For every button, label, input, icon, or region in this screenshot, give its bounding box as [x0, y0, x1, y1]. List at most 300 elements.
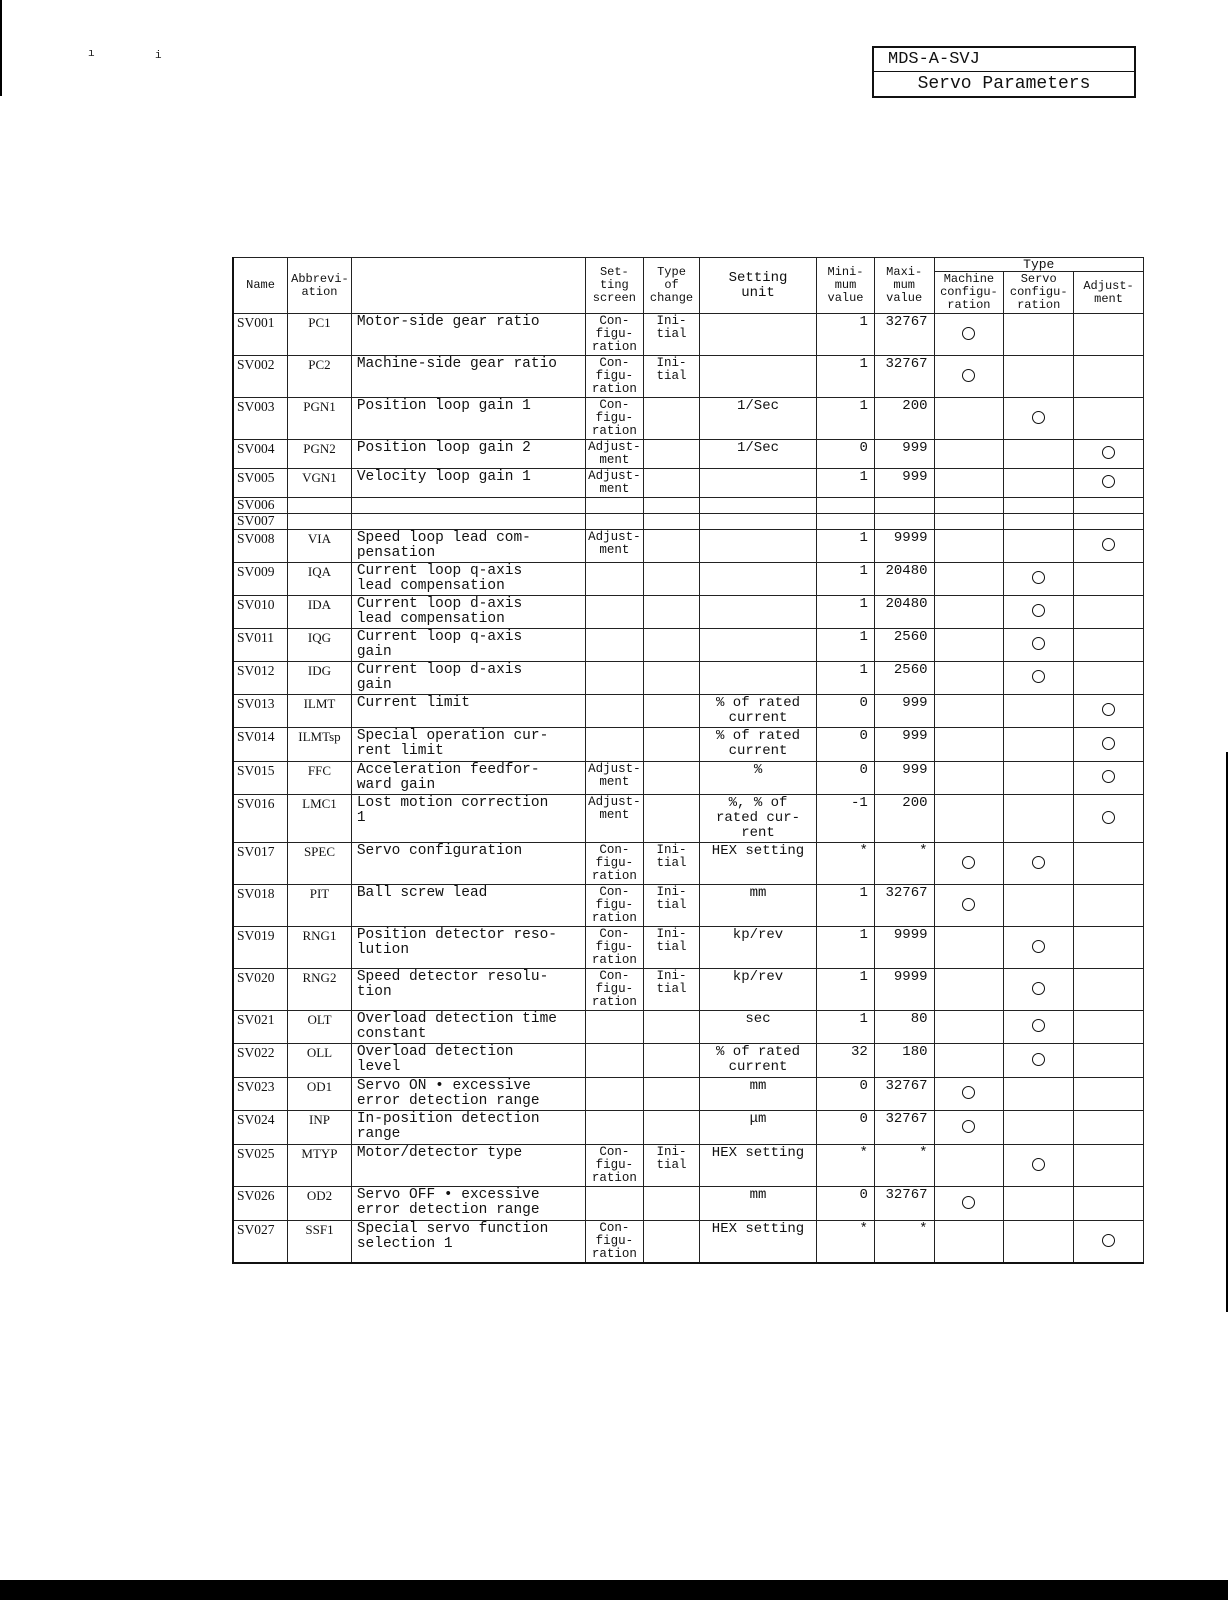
table-row: [233, 728, 1144, 762]
circle-mark-icon: [1102, 703, 1115, 716]
type-machine-mark-cell: [934, 762, 1004, 795]
table-row: [233, 695, 1144, 728]
param-description: Motor/detector type: [351, 1145, 585, 1187]
type-adjustment-mark-cell: [1074, 1145, 1144, 1187]
param-name: SV012: [233, 662, 288, 695]
param-max-value: 32767: [874, 1111, 934, 1145]
type-adjustment-mark-cell: [1074, 563, 1144, 596]
type-servo-mark-cell: [1004, 1145, 1074, 1187]
circle-mark-icon: [1102, 538, 1115, 551]
param-max-value: [874, 514, 934, 530]
page-edge-rule: [0, 0, 2, 96]
param-setting-screen: [585, 1111, 644, 1145]
param-abbreviation: IQG: [288, 629, 352, 662]
param-description: Servo OFF • excessive error detection range: [351, 1187, 585, 1221]
param-type-of-change: [644, 530, 700, 563]
param-type-of-change: [644, 1044, 700, 1078]
param-description: Current limit: [351, 695, 585, 728]
table-row: [233, 440, 1144, 469]
type-machine-mark-cell: [934, 440, 1004, 469]
type-machine-mark-cell: [934, 662, 1004, 695]
param-setting-unit: [699, 469, 816, 498]
param-setting-screen: Adjust- ment: [585, 440, 644, 469]
table-row: [233, 1011, 1144, 1044]
param-setting-unit: [699, 563, 816, 596]
param-setting-screen: [585, 728, 644, 762]
header-max-value: Maxi- mum value: [874, 258, 934, 314]
type-machine-mark-cell: [934, 530, 1004, 563]
param-abbreviation: ILMT: [288, 695, 352, 728]
param-setting-screen: Con- figu- ration: [585, 843, 644, 885]
param-abbreviation: INP: [288, 1111, 352, 1145]
header-min-value: Mini- mum value: [817, 258, 875, 314]
param-description: Special operation cur- rent limit: [351, 728, 585, 762]
param-description: In-position detection range: [351, 1111, 585, 1145]
param-abbreviation: SSF1: [288, 1221, 352, 1264]
type-adjustment-mark-cell: [1074, 440, 1144, 469]
param-setting-unit: % of rated current: [699, 1044, 816, 1078]
circle-mark-icon: [1102, 737, 1115, 750]
table-row: [233, 563, 1144, 596]
circle-mark-icon: [1032, 940, 1045, 953]
type-adjustment-mark-cell: [1074, 498, 1144, 514]
table-row: [233, 530, 1144, 563]
param-type-of-change: [644, 1078, 700, 1111]
header-type-group: Type: [934, 258, 1143, 272]
param-abbreviation: SPEC: [288, 843, 352, 885]
param-setting-screen: [585, 1044, 644, 1078]
param-type-of-change: [644, 1011, 700, 1044]
type-machine-mark-cell: [934, 398, 1004, 440]
param-max-value: 9999: [874, 969, 934, 1011]
circle-mark-icon: [962, 856, 975, 869]
param-name: SV023: [233, 1078, 288, 1111]
param-name: SV019: [233, 927, 288, 969]
param-description: Speed detector resolu- tion: [351, 969, 585, 1011]
type-machine-mark-cell: [934, 1221, 1004, 1264]
page-mark: ı: [88, 48, 95, 60]
param-setting-screen: Con- figu- ration: [585, 356, 644, 398]
circle-mark-icon: [1032, 1158, 1045, 1171]
param-description: Machine-side gear ratio: [351, 356, 585, 398]
type-adjustment-mark-cell: [1074, 927, 1144, 969]
param-setting-screen: Con- figu- ration: [585, 885, 644, 927]
param-max-value: 200: [874, 398, 934, 440]
param-setting-screen: [585, 563, 644, 596]
type-machine-mark-cell: [934, 843, 1004, 885]
param-setting-unit: mm: [699, 885, 816, 927]
param-type-of-change: [644, 629, 700, 662]
param-setting-unit: HEX setting: [699, 1221, 816, 1264]
param-setting-screen: [585, 1011, 644, 1044]
param-name: SV006: [233, 498, 288, 514]
type-machine-mark-cell: [934, 969, 1004, 1011]
param-description: [351, 514, 585, 530]
type-servo-mark-cell: [1004, 885, 1074, 927]
param-setting-unit: %, % of rated cur- rent: [699, 795, 816, 843]
param-max-value: 32767: [874, 885, 934, 927]
param-description: Velocity loop gain 1: [351, 469, 585, 498]
circle-mark-icon: [1032, 670, 1045, 683]
type-servo-mark-cell: [1004, 1011, 1074, 1044]
param-max-value: 999: [874, 695, 934, 728]
param-name: SV005: [233, 469, 288, 498]
param-description: Current loop q-axis lead compensation: [351, 563, 585, 596]
param-type-of-change: Ini- tial: [644, 885, 700, 927]
type-servo-mark-cell: [1004, 1111, 1074, 1145]
table-row: [233, 969, 1144, 1011]
table-row: [233, 398, 1144, 440]
param-type-of-change: [644, 795, 700, 843]
param-min-value: *: [817, 1221, 875, 1264]
param-max-value: 2560: [874, 662, 934, 695]
header-abbreviation: Abbrevi- ation: [288, 258, 352, 314]
table-row: [233, 762, 1144, 795]
param-setting-screen: [585, 596, 644, 629]
param-setting-unit: [699, 514, 816, 530]
param-setting-screen: [585, 498, 644, 514]
table-row: [233, 662, 1144, 695]
param-abbreviation: OLT: [288, 1011, 352, 1044]
param-setting-unit: [699, 629, 816, 662]
type-servo-mark-cell: [1004, 1044, 1074, 1078]
param-abbreviation: PGN2: [288, 440, 352, 469]
param-setting-screen: [585, 629, 644, 662]
type-adjustment-mark-cell: [1074, 885, 1144, 927]
circle-mark-icon: [1102, 446, 1115, 459]
type-machine-mark-cell: [934, 1078, 1004, 1111]
param-min-value: 1: [817, 596, 875, 629]
param-min-value: 1: [817, 398, 875, 440]
param-setting-screen: Adjust- ment: [585, 795, 644, 843]
type-machine-mark-cell: [934, 314, 1004, 356]
param-type-of-change: Ini- tial: [644, 927, 700, 969]
param-setting-screen: Con- figu- ration: [585, 1221, 644, 1264]
param-min-value: [817, 514, 875, 530]
param-min-value: 1: [817, 629, 875, 662]
param-type-of-change: [644, 1111, 700, 1145]
type-servo-mark-cell: [1004, 563, 1074, 596]
param-setting-unit: % of rated current: [699, 728, 816, 762]
param-name: SV008: [233, 530, 288, 563]
param-name: SV007: [233, 514, 288, 530]
param-name: SV002: [233, 356, 288, 398]
param-type-of-change: [644, 695, 700, 728]
param-type-of-change: [644, 728, 700, 762]
table-row: [233, 795, 1144, 843]
param-min-value: 1: [817, 314, 875, 356]
param-description: Overload detection level: [351, 1044, 585, 1078]
param-min-value: 1: [817, 1011, 875, 1044]
param-setting-screen: [585, 1187, 644, 1221]
param-type-of-change: [644, 440, 700, 469]
param-setting-unit: [699, 662, 816, 695]
type-machine-mark-cell: [934, 563, 1004, 596]
type-servo-mark-cell: [1004, 728, 1074, 762]
type-adjustment-mark-cell: [1074, 1111, 1144, 1145]
type-adjustment-mark-cell: [1074, 728, 1144, 762]
circle-mark-icon: [1032, 604, 1045, 617]
type-adjustment-mark-cell: [1074, 969, 1144, 1011]
param-max-value: 32767: [874, 356, 934, 398]
type-servo-mark-cell: [1004, 530, 1074, 563]
table-row: [233, 1145, 1144, 1187]
param-min-value: 0: [817, 695, 875, 728]
table-row: [233, 1044, 1144, 1078]
param-min-value: 1: [817, 469, 875, 498]
param-description: Servo configuration: [351, 843, 585, 885]
param-setting-unit: [699, 356, 816, 398]
table-row: [233, 514, 1144, 530]
param-setting-unit: [699, 530, 816, 563]
parameter-rows: [233, 314, 1144, 1264]
type-servo-mark-cell: [1004, 596, 1074, 629]
param-description: Position detector reso- lution: [351, 927, 585, 969]
type-adjustment-mark-cell: [1074, 762, 1144, 795]
param-abbreviation: OD2: [288, 1187, 352, 1221]
param-description: Overload detection time constant: [351, 1011, 585, 1044]
circle-mark-icon: [962, 1086, 975, 1099]
param-type-of-change: [644, 596, 700, 629]
type-servo-mark-cell: [1004, 1221, 1074, 1264]
table-row: [233, 1221, 1144, 1264]
circle-mark-icon: [962, 898, 975, 911]
table-row: [233, 927, 1144, 969]
param-max-value: 80: [874, 1011, 934, 1044]
circle-mark-icon: [1102, 475, 1115, 488]
type-servo-mark-cell: [1004, 398, 1074, 440]
param-min-value: -1: [817, 795, 875, 843]
param-abbreviation: IDA: [288, 596, 352, 629]
type-adjustment-mark-cell: [1074, 1187, 1144, 1221]
table-row: [233, 843, 1144, 885]
param-setting-unit: [699, 498, 816, 514]
param-abbreviation: IDG: [288, 662, 352, 695]
circle-mark-icon: [962, 327, 975, 340]
circle-mark-icon: [1032, 1053, 1045, 1066]
param-min-value: *: [817, 843, 875, 885]
param-max-value: 999: [874, 469, 934, 498]
param-abbreviation: RNG1: [288, 927, 352, 969]
param-abbreviation: [288, 498, 352, 514]
param-type-of-change: Ini- tial: [644, 1145, 700, 1187]
param-setting-screen: Adjust- ment: [585, 762, 644, 795]
param-setting-unit: 1/Sec: [699, 398, 816, 440]
param-name: SV020: [233, 969, 288, 1011]
circle-mark-icon: [962, 1120, 975, 1133]
type-adjustment-mark-cell: [1074, 1044, 1144, 1078]
param-max-value: 32767: [874, 314, 934, 356]
model-label: MDS-A-SVJ: [874, 48, 1134, 72]
header-description: [351, 258, 585, 314]
type-machine-mark-cell: [934, 1187, 1004, 1221]
param-name: SV010: [233, 596, 288, 629]
param-name: SV001: [233, 314, 288, 356]
param-type-of-change: [644, 662, 700, 695]
param-setting-screen: Con- figu- ration: [585, 1145, 644, 1187]
circle-mark-icon: [1102, 1234, 1115, 1247]
type-adjustment-mark-cell: [1074, 1011, 1144, 1044]
param-name: SV022: [233, 1044, 288, 1078]
param-abbreviation: RNG2: [288, 969, 352, 1011]
param-description: Lost motion correction 1: [351, 795, 585, 843]
param-name: SV009: [233, 563, 288, 596]
param-type-of-change: Ini- tial: [644, 356, 700, 398]
param-setting-screen: [585, 662, 644, 695]
type-machine-mark-cell: [934, 728, 1004, 762]
param-max-value: 20480: [874, 596, 934, 629]
type-machine-mark-cell: [934, 629, 1004, 662]
type-adjustment-mark-cell: [1074, 530, 1144, 563]
type-servo-mark-cell: [1004, 969, 1074, 1011]
type-adjustment-mark-cell: [1074, 629, 1144, 662]
type-servo-mark-cell: [1004, 629, 1074, 662]
circle-mark-icon: [1032, 1019, 1045, 1032]
param-max-value: 999: [874, 728, 934, 762]
param-max-value: 9999: [874, 927, 934, 969]
table-row: [233, 314, 1144, 356]
param-description: Position loop gain 1: [351, 398, 585, 440]
param-setting-unit: mm: [699, 1187, 816, 1221]
type-servo-mark-cell: [1004, 314, 1074, 356]
type-servo-mark-cell: [1004, 356, 1074, 398]
type-adjustment-mark-cell: [1074, 695, 1144, 728]
header-type-machine: Machine configu- ration: [934, 272, 1004, 314]
param-abbreviation: MTYP: [288, 1145, 352, 1187]
circle-mark-icon: [1102, 770, 1115, 783]
table-row: [233, 469, 1144, 498]
param-name: SV011: [233, 629, 288, 662]
circle-mark-icon: [962, 1196, 975, 1209]
scan-footer-bar: [0, 1580, 1228, 1600]
type-servo-mark-cell: [1004, 695, 1074, 728]
param-name: SV016: [233, 795, 288, 843]
type-machine-mark-cell: [934, 927, 1004, 969]
header-setting-screen: Set- ting screen: [585, 258, 644, 314]
param-setting-unit: 1/Sec: [699, 440, 816, 469]
param-setting-unit: sec: [699, 1011, 816, 1044]
type-machine-mark-cell: [934, 885, 1004, 927]
param-type-of-change: [644, 498, 700, 514]
circle-mark-icon: [1032, 637, 1045, 650]
type-machine-mark-cell: [934, 795, 1004, 843]
param-description: Ball screw lead: [351, 885, 585, 927]
type-machine-mark-cell: [934, 1111, 1004, 1145]
param-setting-screen: [585, 695, 644, 728]
param-description: Motor-side gear ratio: [351, 314, 585, 356]
circle-mark-icon: [1032, 571, 1045, 584]
param-setting-unit: kp/rev: [699, 927, 816, 969]
type-adjustment-mark-cell: [1074, 795, 1144, 843]
param-type-of-change: [644, 762, 700, 795]
header-setting-unit: Setting unit: [699, 258, 816, 314]
type-machine-mark-cell: [934, 695, 1004, 728]
param-name: SV003: [233, 398, 288, 440]
param-max-value: [874, 498, 934, 514]
param-min-value: 32: [817, 1044, 875, 1078]
type-machine-mark-cell: [934, 596, 1004, 629]
param-abbreviation: IQA: [288, 563, 352, 596]
table-row: [233, 629, 1144, 662]
type-machine-mark-cell: [934, 1044, 1004, 1078]
circle-mark-icon: [1102, 811, 1115, 824]
param-max-value: *: [874, 1221, 934, 1264]
param-abbreviation: VIA: [288, 530, 352, 563]
param-min-value: 1: [817, 885, 875, 927]
param-abbreviation: [288, 514, 352, 530]
type-servo-mark-cell: [1004, 498, 1074, 514]
param-max-value: *: [874, 843, 934, 885]
param-setting-unit: kp/rev: [699, 969, 816, 1011]
type-adjustment-mark-cell: [1074, 514, 1144, 530]
param-name: SV021: [233, 1011, 288, 1044]
param-max-value: 999: [874, 440, 934, 469]
param-name: SV024: [233, 1111, 288, 1145]
param-description: Servo ON • excessive error detection range: [351, 1078, 585, 1111]
param-min-value: 1: [817, 969, 875, 1011]
param-abbreviation: ILMTsp: [288, 728, 352, 762]
type-machine-mark-cell: [934, 469, 1004, 498]
type-adjustment-mark-cell: [1074, 1078, 1144, 1111]
type-machine-mark-cell: [934, 1145, 1004, 1187]
param-name: SV014: [233, 728, 288, 762]
type-adjustment-mark-cell: [1074, 1221, 1144, 1264]
header-name: Name: [233, 258, 288, 314]
type-servo-mark-cell: [1004, 514, 1074, 530]
param-min-value: 1: [817, 356, 875, 398]
param-setting-unit: mm: [699, 1078, 816, 1111]
param-setting-unit: μm: [699, 1111, 816, 1145]
param-abbreviation: OLL: [288, 1044, 352, 1078]
param-max-value: *: [874, 1145, 934, 1187]
table-row: [233, 1111, 1144, 1145]
param-setting-unit: HEX setting: [699, 1145, 816, 1187]
table-row: [233, 1078, 1144, 1111]
type-adjustment-mark-cell: [1074, 662, 1144, 695]
param-min-value: 1: [817, 662, 875, 695]
param-name: SV004: [233, 440, 288, 469]
param-min-value: 0: [817, 440, 875, 469]
type-adjustment-mark-cell: [1074, 469, 1144, 498]
param-min-value: 1: [817, 530, 875, 563]
param-type-of-change: [644, 514, 700, 530]
type-servo-mark-cell: [1004, 795, 1074, 843]
param-type-of-change: Ini- tial: [644, 969, 700, 1011]
param-description: Current loop d-axis gain: [351, 662, 585, 695]
type-servo-mark-cell: [1004, 440, 1074, 469]
param-abbreviation: FFC: [288, 762, 352, 795]
param-type-of-change: [644, 469, 700, 498]
circle-mark-icon: [962, 369, 975, 382]
table-row: [233, 885, 1144, 927]
param-setting-screen: [585, 1078, 644, 1111]
param-min-value: 0: [817, 1111, 875, 1145]
param-description: Position loop gain 2: [351, 440, 585, 469]
param-description: Speed loop lead com- pensation: [351, 530, 585, 563]
circle-mark-icon: [1032, 856, 1045, 869]
type-adjustment-mark-cell: [1074, 314, 1144, 356]
circle-mark-icon: [1032, 411, 1045, 424]
param-setting-screen: Con- figu- ration: [585, 398, 644, 440]
circle-mark-icon: [1032, 982, 1045, 995]
param-min-value: 1: [817, 563, 875, 596]
param-setting-screen: Adjust- ment: [585, 530, 644, 563]
param-abbreviation: PIT: [288, 885, 352, 927]
param-description: Special servo function selection 1: [351, 1221, 585, 1264]
param-name: SV018: [233, 885, 288, 927]
param-min-value: 0: [817, 762, 875, 795]
table-row: [233, 596, 1144, 629]
